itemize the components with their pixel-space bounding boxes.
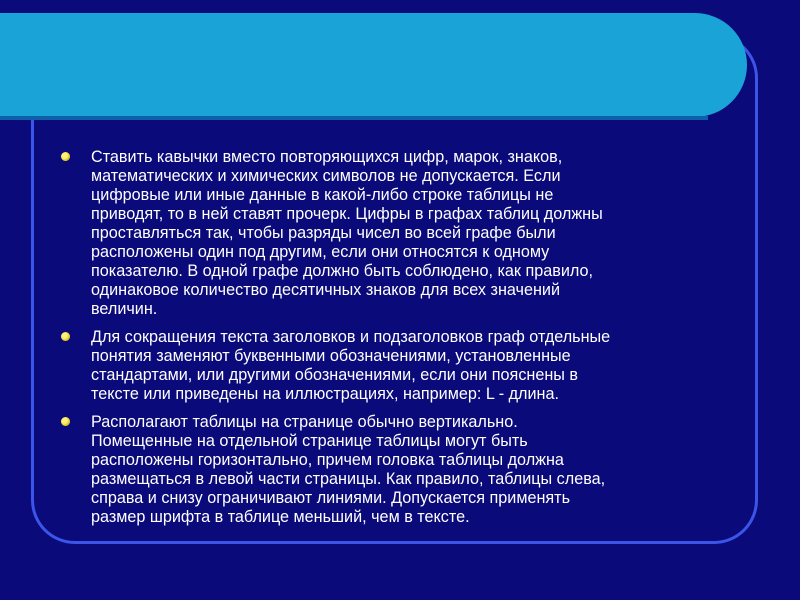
bullet-text: Располагают таблицы на странице обычно вертикально. Помещенные на отдельной странице таблицы могут быть расположены горизонтально, причем головка таблицы должна размещаться в левой части страницы. Как правило, таблицы слева, справа и снизу ограничивают линиями. Допускается применять размер шрифта в таблице меньший, чем в тексте. (91, 413, 606, 526)
bullet-text: Ставить кавычки вместо повторяющихся цифр, марок, знаков, математических и химических символов не допускается. Если цифровые или иные данные в какой-либо строке таблицы не приводят, то в ней ставят прочерк. Цифры в графах таблиц должны проставляться так, чтобы разряды чисел во всей графе были расположены один под другим, если они относятся к одному показателю. В одной графе должно быть соблюдено, как правило, одинаковое количество десятичных знаков для всех значений величин. (91, 148, 603, 318)
bullet-dot-icon (61, 332, 70, 341)
bullet-item-2 (58, 328, 738, 404)
title-underline (0, 116, 708, 120)
bullet-item-1 (58, 148, 738, 319)
title-band (0, 13, 747, 117)
bullet-list (58, 148, 738, 536)
bullet-text: Для сокращения текста заголовков и подзаголовков граф отдельные понятия заменяют буквенными обозначениями, установленные стандартами, или другими обозначениями, если они пояснены в тексте или приведены на иллюстрациях, например: L - длина. (91, 328, 611, 403)
bullet-item-3 (58, 413, 738, 527)
bullet-dot-icon (61, 152, 70, 161)
bullet-dot-icon (61, 417, 70, 426)
